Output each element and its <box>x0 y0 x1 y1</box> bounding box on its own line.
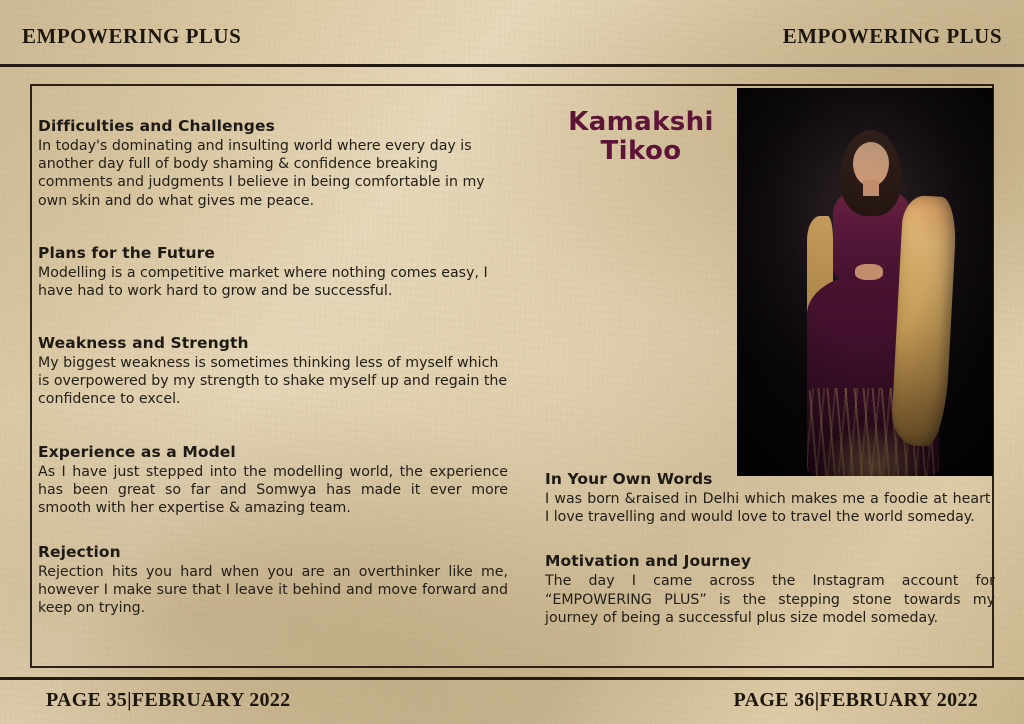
article-section-motivation <box>545 552 995 627</box>
left-column <box>38 117 508 618</box>
section-body: My biggest weakness is sometimes thinking less of myself which is overpowered by my strength to shake myself up and regain the confidence to excel. <box>38 355 508 408</box>
masthead-divider <box>0 64 1024 67</box>
feature-name-line2: Tikoo <box>600 136 682 167</box>
article-section-difficulties <box>38 117 508 210</box>
section-body: In today's dominating and insulting world where every day is another day full of body shaming & confidence breaking comments and judgments I believe in being comfortable in my own skin and do what gives me peace. <box>38 138 485 209</box>
section-heading: Motivation and Journey <box>545 552 752 571</box>
footer-divider <box>0 677 1024 680</box>
article-section-rejection <box>38 543 508 618</box>
article-section-experience <box>38 443 508 518</box>
article-section-weakness-strength <box>38 334 508 409</box>
section-body: Rejection hits you hard when you are an overthinker like me, however I make sure that I leave it behind and move forward and keep on trying. <box>38 564 508 617</box>
section-body: Modelling is a competitive market where nothing comes easy, I have had to work hard to grow and be successful. <box>38 264 488 299</box>
masthead-title-left: EMPOWERING PLUS <box>22 24 242 48</box>
article-section-own-words <box>545 470 995 526</box>
section-body: I was born &raised in Delhi which makes me a foodie at heart. I love travelling and would love to travel the world someday. <box>545 491 995 526</box>
footer-page-right: PAGE 36|FEBRUARY 2022 <box>733 689 978 711</box>
masthead <box>0 0 1024 66</box>
section-body: The day I came across the Instagram account for “EMPOWERING PLUS” is the stepping stone towards my journey of being a successful plus size model someday. <box>545 573 995 626</box>
section-heading: Experience as a Model <box>38 442 236 461</box>
footer-page-left: PAGE 35|FEBRUARY 2022 <box>46 689 291 711</box>
section-heading: Difficulties and Challenges <box>38 117 275 135</box>
section-heading: In Your Own Words <box>545 470 713 488</box>
section-heading: Weakness and Strength <box>38 334 249 353</box>
masthead-title-right: EMPOWERING PLUS <box>782 24 1002 48</box>
section-heading: Plans for the Future <box>38 243 216 262</box>
photo-vignette <box>737 88 993 476</box>
feature-name-line1: Kamakshi <box>568 107 714 137</box>
feature-name <box>548 108 734 166</box>
section-body: As I have just stepped into the modelling world, the experience has been great so far and Somwya has made it ever more smooth with her expertise & amazing team. <box>38 463 508 516</box>
article-section-future-plans <box>38 244 508 300</box>
section-heading: Rejection <box>38 543 121 562</box>
model-portrait-photo <box>737 88 993 476</box>
right-column <box>545 470 995 627</box>
